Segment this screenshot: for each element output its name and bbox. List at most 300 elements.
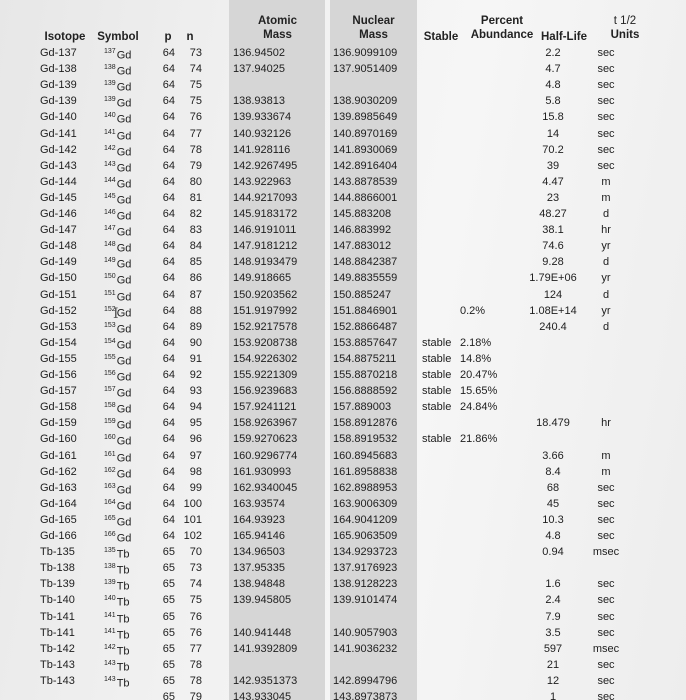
proton-cell: 65 — [162, 594, 175, 607]
isotope-cell: Gd-157 — [40, 385, 77, 398]
half-life-cell: 4.8 — [545, 530, 561, 542]
abundance-cell: 20.47% — [460, 369, 498, 381]
nuclear-mass-cell: 157.889003 — [333, 401, 392, 414]
table-row — [0, 190, 686, 206]
header-half-life: Half-Life — [541, 31, 587, 43]
proton-cell: 64 — [162, 481, 175, 494]
half-life-cell: 2.2 — [545, 47, 561, 59]
stable-cell: stable — [422, 336, 452, 349]
half-life-cell: 38.1 — [542, 224, 564, 237]
table-row — [0, 464, 686, 480]
table-row — [0, 383, 686, 399]
isotope-cell: Tb-142 — [40, 642, 75, 655]
nuclear-mass-cell: 149.8835559 — [333, 272, 398, 285]
nuclear-mass-cell: 138.9128223 — [333, 578, 398, 591]
atomic-mass-cell: 157.9241121 — [233, 401, 297, 414]
atomic-mass-cell: 145.9183172 — [233, 208, 298, 220]
proton-cell: 64 — [162, 240, 175, 253]
table-row — [0, 448, 686, 464]
half-life-cell: 2.4 — [545, 594, 561, 607]
proton-cell: 65 — [162, 658, 175, 671]
symbol-cell: $^{161}$Gd — [104, 450, 132, 465]
table-row — [0, 109, 686, 125]
neutron-cell: 81 — [189, 191, 202, 204]
abundance-cell: 0.2% — [460, 304, 486, 317]
nuclear-mass-cell: 155.8870218 — [333, 369, 398, 381]
units-cell: sec — [597, 79, 615, 92]
isotope-cell: Gd-143 — [40, 159, 77, 172]
neutron-cell: 76 — [189, 610, 202, 623]
isotope-cell: Tb-139 — [40, 578, 75, 591]
proton-cell: 64 — [162, 175, 175, 188]
neutron-cell: 78 — [189, 674, 202, 687]
symbol-cell: $^{138}$Tb — [104, 563, 130, 577]
isotope-cell: Gd-137 — [40, 47, 77, 59]
symbol-cell: $^{141}$Gd — [104, 128, 132, 143]
units-cell: m — [601, 175, 611, 188]
isotope-cell: Gd-162 — [40, 465, 77, 478]
isotope-cell: Gd-145 — [40, 191, 77, 204]
half-life-cell: 7.9 — [545, 610, 561, 623]
abundance-cell: 21.86% — [460, 433, 498, 446]
symbol-cell: $^{142}$Gd — [104, 144, 132, 159]
table-row — [0, 93, 686, 109]
header-n: n — [186, 31, 194, 43]
header-symbol: Symbol — [97, 31, 139, 43]
proton-cell: 65 — [162, 642, 175, 655]
symbol-cell: $^{153}$Gd — [104, 321, 132, 336]
neutron-cell: 74 — [189, 578, 202, 591]
symbol-cell: $^{139}$Tb — [104, 579, 130, 593]
atomic-mass-cell: 137.94025 — [233, 63, 285, 76]
half-life-cell: 4.7 — [545, 63, 561, 76]
neutron-cell: 76 — [189, 111, 202, 124]
isotope-cell: Gd-163 — [40, 481, 77, 494]
proton-cell: 64 — [162, 449, 175, 462]
abundance-cell: 2.18% — [460, 336, 492, 349]
symbol-cell: $^{163}$Gd — [104, 482, 132, 497]
symbol-cell: $^{162}$Gd — [104, 466, 132, 481]
symbol-cell: $^{139}$Gd — [104, 96, 132, 110]
isotope-cell: Gd-155 — [40, 352, 77, 365]
units-cell: sec — [597, 47, 615, 59]
proton-cell: 64 — [162, 497, 175, 510]
nuclear-mass-cell: 152.8866487 — [333, 320, 398, 333]
header-percent-abundance: Percent Abundance — [470, 15, 534, 41]
units-cell: sec — [597, 626, 615, 639]
proton-cell: 64 — [162, 256, 175, 269]
symbol-cell: $^{158}$Gd — [104, 402, 132, 416]
atomic-mass-cell: 141.928116 — [233, 143, 291, 156]
half-life-cell: 4.8 — [545, 79, 561, 92]
half-life-cell: 597 — [543, 642, 563, 655]
table-row — [0, 480, 686, 496]
nuclear-mass-cell: 160.8945683 — [333, 449, 398, 462]
proton-cell: 65 — [162, 626, 175, 639]
nuclear-mass-cell: 140.8970169 — [333, 127, 398, 140]
nuclear-mass-cell: 146.883992 — [333, 224, 392, 237]
atomic-mass-cell: 143.933045 — [233, 691, 292, 700]
symbol-cell: $^{143}$Gd — [104, 160, 132, 175]
isotope-cell: Gd-147 — [40, 224, 77, 237]
neutron-cell: 83 — [189, 224, 202, 237]
units-cell: m — [601, 465, 611, 478]
proton-cell: 64 — [162, 304, 175, 317]
stable-cell: stable — [422, 401, 452, 414]
neutron-cell: 87 — [189, 288, 202, 301]
symbol-cell: $^{139}$Gd — [104, 80, 132, 94]
neutron-cell: 77 — [189, 127, 202, 140]
isotope-cell: Gd-150 — [40, 272, 77, 285]
proton-cell: 64 — [162, 95, 175, 108]
half-life-cell: 45 — [546, 497, 560, 510]
proton-cell: 64 — [162, 385, 175, 398]
stable-cell: stable — [422, 369, 452, 381]
neutron-cell: 96 — [189, 433, 202, 446]
abundance-cell: 24.84% — [460, 401, 498, 414]
proton-cell: 65 — [162, 562, 175, 575]
stable-cell: stable — [422, 433, 452, 446]
isotope-cell: Gd-160 — [40, 433, 77, 446]
isotope-cell: Gd-161 — [40, 449, 77, 462]
units-cell: sec — [597, 513, 615, 526]
neutron-cell: 76 — [189, 626, 202, 639]
symbol-cell: $^{160}$Gd — [104, 434, 132, 449]
table-row — [0, 367, 686, 383]
isotope-cell: Gd-156 — [40, 369, 77, 381]
nuclear-mass-cell: 136.9099109 — [333, 47, 398, 59]
proton-cell: 64 — [162, 159, 175, 172]
neutron-cell: 73 — [189, 47, 202, 59]
neutron-cell: 84 — [189, 240, 202, 253]
atomic-mass-cell: 148.9193479 — [233, 256, 298, 269]
proton-cell: 64 — [162, 513, 175, 526]
table-row — [0, 592, 686, 608]
atomic-mass-cell: 156.9239683 — [233, 385, 298, 398]
units-cell: m — [601, 191, 611, 204]
symbol-cell: $^{141}$Tb — [104, 627, 130, 642]
nuclear-mass-cell: 161.8958838 — [333, 465, 398, 478]
symbol-cell: $^{140}$Gd — [104, 112, 132, 127]
atomic-mass-cell: 140.941448 — [233, 626, 292, 639]
table-row — [0, 303, 686, 319]
units-cell: msec — [592, 546, 620, 559]
symbol-cell: $^{143}$Tb — [104, 675, 130, 690]
isotope-cell: Gd-146 — [40, 208, 77, 220]
nuclear-mass-cell: 165.9063509 — [333, 530, 398, 542]
atomic-mass-cell: 146.9191011 — [233, 224, 297, 237]
table-row — [0, 77, 686, 93]
neutron-cell: 75 — [189, 79, 202, 92]
proton-cell: 64 — [162, 530, 175, 542]
atomic-mass-cell: 158.9263967 — [233, 417, 298, 430]
nuclear-mass-cell: 150.885247 — [333, 288, 392, 301]
table-row — [0, 415, 686, 431]
stable-cell: stable — [422, 352, 452, 365]
symbol-cell: $^{145}$Gd — [104, 192, 132, 207]
table-row — [0, 399, 686, 415]
nuclear-mass-cell: 134.9293723 — [333, 546, 398, 559]
units-cell: d — [602, 208, 610, 220]
isotope-cell: Tb-143 — [40, 674, 75, 687]
neutron-cell: 89 — [189, 320, 202, 333]
table-row — [0, 126, 686, 142]
half-life-cell: 15.8 — [542, 111, 564, 124]
nuclear-mass-cell: 164.9041209 — [333, 513, 398, 526]
nuclear-mass-cell: 143.8878539 — [333, 175, 398, 188]
atomic-mass-cell: 164.93923 — [233, 513, 285, 526]
atomic-mass-cell: 137.95335 — [233, 562, 285, 575]
nuclear-mass-cell: 156.8888592 — [333, 385, 398, 398]
atomic-mass-cell: 165.94146 — [233, 530, 285, 542]
table-row — [0, 431, 686, 447]
nuclear-mass-cell: 137.9051409 — [333, 63, 398, 76]
proton-cell: 64 — [162, 47, 175, 59]
symbol-cell: $^{135}$Tb — [104, 547, 130, 561]
neutron-cell: 74 — [189, 63, 202, 76]
neutron-cell: 99 — [189, 481, 202, 494]
proton-cell: 64 — [162, 352, 175, 365]
nuclear-mass-cell: 147.883012 — [333, 240, 392, 253]
header-p: p — [164, 31, 172, 43]
symbol-cell: $^{151}$Gd — [104, 289, 132, 304]
half-life-cell: 3.5 — [545, 626, 561, 639]
neutron-cell: 100 — [183, 497, 202, 510]
units-cell: sec — [597, 497, 615, 510]
proton-cell: 65 — [162, 578, 175, 591]
atomic-mass-cell: 139.933674 — [233, 111, 292, 124]
isotope-cell: Gd-140 — [40, 111, 77, 124]
table-row — [0, 609, 686, 625]
isotope-cell: Gd-138 — [40, 63, 77, 76]
symbol-cell: $^{164}$Gd — [104, 498, 132, 513]
neutron-cell: 73 — [189, 562, 202, 575]
half-life-cell: 1 — [549, 691, 557, 700]
neutron-cell: 70 — [189, 546, 202, 559]
atomic-mass-cell: 138.94848 — [233, 578, 285, 591]
isotope-cell: Gd-166 — [40, 530, 77, 542]
neutron-cell: 98 — [189, 465, 202, 478]
units-cell: hr — [601, 224, 611, 237]
stable-cell: stable — [422, 385, 452, 398]
atomic-mass-cell: 155.9221309 — [233, 369, 298, 381]
proton-cell: 64 — [162, 79, 175, 92]
atomic-mass-cell: 143.922963 — [233, 175, 292, 188]
proton-cell: 64 — [162, 63, 175, 76]
isotope-cell: Tb-135 — [40, 546, 75, 559]
neutron-cell: 102 — [183, 530, 202, 542]
atomic-mass-cell: 160.9296774 — [233, 449, 298, 462]
table-row — [0, 512, 686, 528]
header-atomic-mass: Atomic Mass — [258, 15, 297, 41]
table-row — [0, 576, 686, 592]
proton-cell: 64 — [162, 369, 175, 381]
half-life-cell: 3.66 — [542, 449, 564, 462]
isotope-cell: Gd-154 — [40, 336, 77, 349]
nuclear-mass-cell: 151.8846901 — [333, 304, 398, 317]
table-row — [0, 528, 686, 544]
isotope-cell: Gd-159 — [40, 417, 77, 430]
units-cell: sec — [597, 594, 615, 607]
table-row — [0, 61, 686, 77]
units-cell: sec — [597, 578, 615, 591]
proton-cell: 64 — [162, 127, 175, 140]
atomic-mass-cell: 152.9217578 — [233, 320, 298, 333]
symbol-cell — [104, 689, 142, 700]
units-cell: sec — [597, 481, 615, 494]
atomic-mass-cell: 142.9267495 — [233, 159, 298, 172]
symbol-cell: $^{144}$Gd — [104, 176, 132, 191]
atomic-mass-cell: 147.9181212 — [233, 240, 298, 253]
atomic-mass-cell: 150.9203562 — [233, 288, 298, 301]
neutron-cell: 91 — [189, 352, 202, 365]
units-cell: sec — [597, 143, 615, 156]
isotope-cell: Gd-142 — [40, 143, 77, 156]
half-life-cell: 4.47 — [542, 175, 564, 188]
half-life-cell: 1.08E+14 — [529, 304, 577, 317]
isotope-cell: Gd-148 — [40, 240, 77, 253]
table-row — [0, 544, 686, 560]
symbol-cell: $^{150}$Gd — [104, 273, 132, 288]
units-cell: sec — [597, 691, 615, 700]
nuclear-mass-cell: 141.8930069 — [333, 143, 398, 156]
symbol-cell: $^{143}$Tb — [104, 659, 130, 674]
neutron-cell: 79 — [189, 691, 202, 700]
units-cell: yr — [601, 272, 611, 285]
nuclear-mass-cell: 158.8919532 — [333, 433, 398, 446]
atomic-mass-cell: 139.945805 — [233, 594, 292, 607]
header-stable: Stable — [423, 31, 459, 43]
table-row — [0, 560, 686, 576]
table-row — [0, 641, 686, 657]
half-life-cell: 21 — [546, 658, 560, 671]
proton-cell: 65 — [162, 546, 175, 559]
units-cell: sec — [597, 674, 615, 687]
atomic-mass-cell: 149.918665 — [233, 272, 292, 285]
header-nuclear-mass: Nuclear Mass — [352, 15, 395, 41]
units-cell: yr — [601, 304, 611, 317]
nuclear-mass-cell: 148.8842387 — [333, 256, 398, 269]
symbol-cell: $^{140}$Tb — [104, 595, 130, 610]
isotope-cell: Gd-144 — [40, 175, 77, 188]
table-row — [0, 158, 686, 174]
table-row — [0, 206, 686, 222]
atomic-mass-cell: 162.9340045 — [233, 481, 298, 494]
table-row — [0, 673, 686, 689]
half-life-cell: 240.4 — [539, 320, 567, 333]
nuclear-mass-cell: 142.8994796 — [333, 674, 398, 687]
symbol-cell: $^{156}$Gd — [104, 370, 132, 384]
table-row — [0, 222, 686, 238]
isotope-cell: Tb-140 — [40, 594, 75, 607]
proton-cell: 64 — [162, 433, 175, 446]
units-cell: sec — [597, 111, 615, 124]
neutron-cell: 78 — [189, 143, 202, 156]
atomic-mass-cell: 159.9270623 — [233, 433, 298, 446]
nuclear-mass-cell: 163.9006309 — [333, 497, 398, 510]
table-row — [0, 45, 686, 61]
table-row — [0, 142, 686, 158]
proton-cell: 64 — [162, 288, 175, 301]
isotope-cell: Gd-149 — [40, 256, 77, 269]
nuclear-mass-cell: 153.8857647 — [333, 336, 398, 349]
table-row — [0, 657, 686, 673]
neutron-cell: 75 — [189, 594, 202, 607]
isotope-cell: Gd-141 — [40, 127, 77, 140]
atomic-mass-cell: 134.96503 — [233, 546, 285, 559]
units-cell: d — [602, 256, 610, 269]
neutron-cell: 95 — [189, 417, 202, 430]
neutron-cell: 101 — [183, 513, 202, 526]
proton-cell: 64 — [162, 465, 175, 478]
table-row — [0, 270, 686, 286]
abundance-cell: 15.65% — [460, 385, 498, 398]
nuclear-mass-cell: 139.8985649 — [333, 111, 398, 124]
neutron-cell: 82 — [189, 208, 202, 220]
proton-cell: 64 — [162, 224, 175, 237]
atomic-mass-cell: 161.930993 — [233, 465, 292, 478]
isotope-cell: Gd-139 — [40, 95, 77, 108]
atomic-mass-cell: 151.9197992 — [233, 304, 298, 317]
isotope-cell: Gd-164 — [40, 497, 77, 510]
neutron-cell: 85 — [189, 256, 202, 269]
atomic-mass-cell: 144.9217093 — [233, 191, 298, 204]
proton-cell: 64 — [162, 272, 175, 285]
atomic-mass-cell: 142.9351373 — [233, 674, 298, 687]
proton-cell: 64 — [162, 111, 175, 124]
atomic-mass-cell: 140.932126 — [233, 127, 292, 140]
half-life-cell: 70.2 — [542, 143, 564, 156]
nuclear-mass-cell: 142.8916404 — [333, 159, 398, 172]
symbol-cell: $^{137}$Gd — [104, 48, 132, 62]
table-row — [0, 174, 686, 190]
half-life-cell: 1.6 — [545, 578, 561, 591]
symbol-cell: $^{152}$Gd — [104, 305, 132, 320]
units-cell: d — [602, 288, 610, 301]
isotope-cell: Tb-141 — [40, 610, 75, 623]
units-cell: sec — [597, 530, 615, 542]
proton-cell: 64 — [162, 320, 175, 333]
atomic-mass-cell: 141.9392809 — [233, 642, 298, 655]
neutron-cell: 78 — [189, 658, 202, 671]
nuclear-mass-cell: 154.8875211 — [333, 352, 397, 365]
units-cell: sec — [597, 658, 615, 671]
symbol-cell: $^{142}$Tb — [104, 643, 130, 658]
neutron-cell: 80 — [189, 175, 202, 188]
symbol-cell: $^{166}$Gd — [104, 531, 132, 545]
neutron-cell: 77 — [189, 642, 202, 655]
half-life-cell: 74.6 — [542, 240, 564, 253]
half-life-cell: 1.79E+06 — [529, 272, 577, 285]
half-life-cell: 12 — [546, 674, 560, 687]
half-life-cell: 10.3 — [542, 513, 564, 526]
abundance-cell: 14.8% — [460, 352, 492, 365]
symbol-cell: $^{138}$Gd — [104, 64, 132, 78]
nuclear-mass-cell: 140.9057903 — [333, 626, 398, 639]
half-life-cell: 14 — [546, 127, 560, 140]
neutron-cell: 92 — [189, 369, 202, 381]
units-cell: sec — [597, 159, 615, 172]
half-life-cell: 5.8 — [545, 95, 561, 108]
half-life-cell: 9.28 — [542, 256, 564, 269]
isotope-cell: Tb-143 — [40, 658, 75, 671]
units-cell: msec — [592, 642, 620, 655]
proton-cell: 65 — [162, 691, 175, 700]
symbol-cell: $^{141}$Tb — [104, 611, 130, 626]
neutron-cell: 93 — [189, 385, 202, 398]
neutron-cell: 88 — [189, 304, 202, 317]
symbol-cell: $^{155}$Gd — [104, 353, 132, 368]
